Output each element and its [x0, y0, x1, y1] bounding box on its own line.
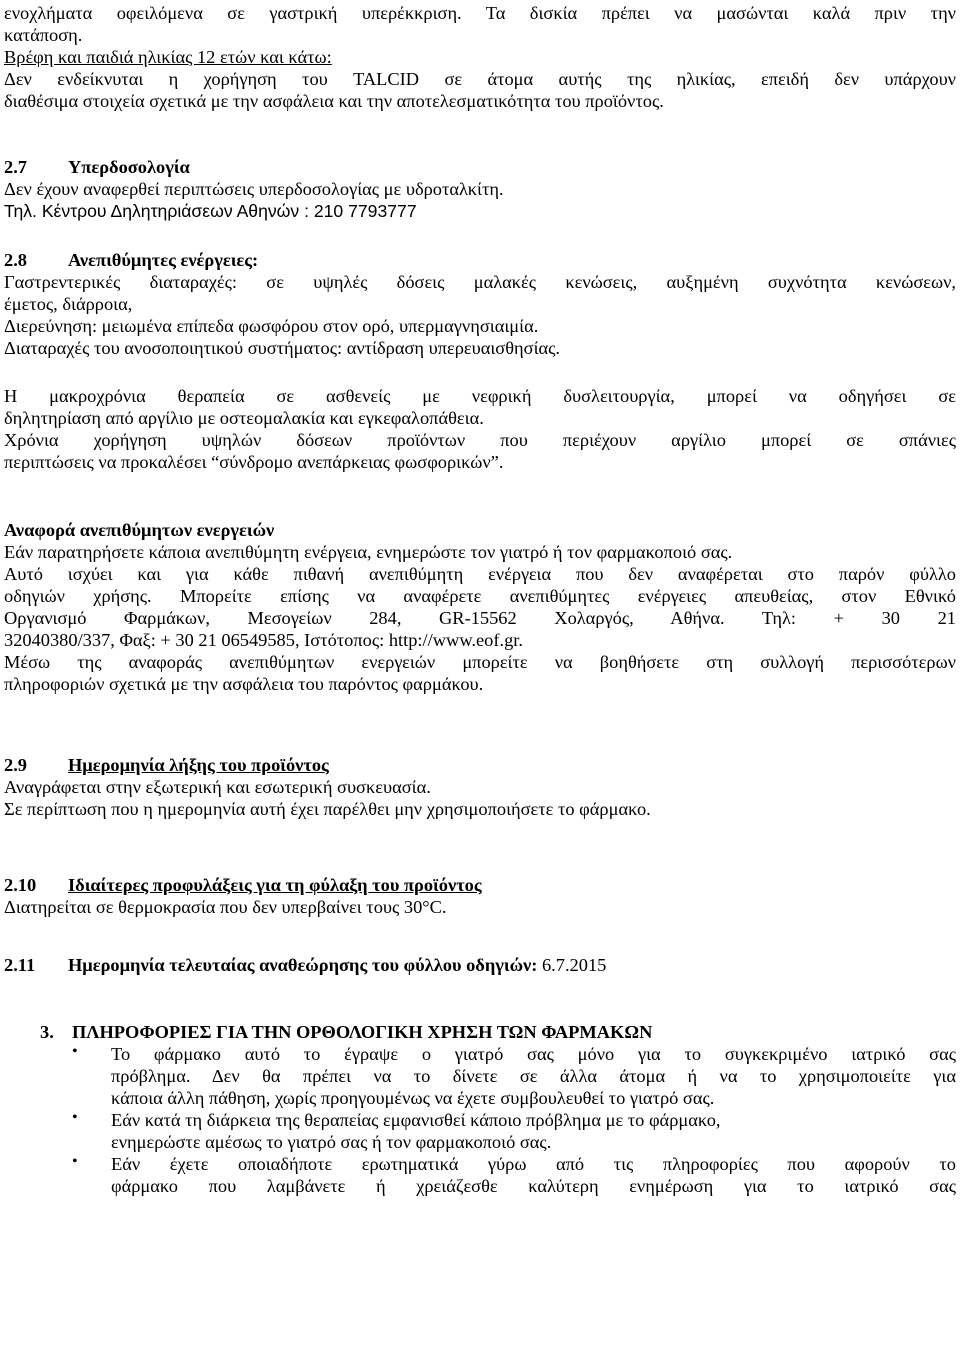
section-2-10-heading [4, 874, 956, 896]
section-2-11-heading [4, 954, 956, 976]
report-line-3: οδηγιών χρήσης. Μπορείτε επίσης να αναφέρετε ανεπιθύμητες ενέργειες απευθείας, στον Εθνικό [4, 586, 956, 606]
children-heading: Βρέφη και παιδιά ηλικίας 12 ετών και κάτω: [4, 47, 332, 67]
section-title: ΠΛΗΡΟΦΟΡΙΕΣ ΓΙΑ ΤΗΝ ΟΡΘΟΛΟΓΙΚΗ ΧΡΗΣΗ ΤΩΝ ΦΑΡΜΑΚΩΝ [72, 1022, 653, 1042]
expiry-line-1: Αναγράφεται στην εξωτερική και εσωτερική συσκευασία. [4, 777, 431, 797]
bullet-3-line-1: Εάν έχετε οποιαδήποτε ερωτηματικά γύρω από τις πληροφορίες που αφορούν το [111, 1154, 956, 1174]
report-line-5: 32040380/337, Φαξ: + 30 21 06549585, Ιστότοπος: http://www.eof.gr. [4, 630, 523, 650]
report-heading: Αναφορά ανεπιθύμητων ενεργειών [4, 520, 275, 540]
side-effects-line-4: Διαταραχές του ανοσοποιητικού συστήματος: αντίδραση υπερευαισθησίας. [4, 338, 561, 358]
section-title: Υπερδοσολογία [68, 157, 190, 177]
intro-line-4: Δεν ενδείκνυται η χορήγηση του TALCID σε άτομα αυτής της ηλικίας, επειδή δεν υπάρχουν [4, 69, 956, 89]
storage-text: Διατηρείται σε θερμοκρασία που δεν υπερβαίνει τους 30°C. [4, 897, 447, 917]
revision-date: 6.7.2015 [541, 955, 607, 975]
section-2-8-heading [4, 249, 956, 271]
intro-line-5: διαθέσιμα στοιχεία σχετικά με την ασφάλεια και την αποτελεσματικότητα του προϊόντος. [4, 91, 664, 111]
bullet-icon: • [72, 1043, 78, 1060]
section-title: Ημερομηνία λήξης του προϊόντος [68, 755, 329, 775]
intro-line-2: κατάποση. [4, 25, 83, 45]
poison-center-phone: Τηλ. Κέντρου Δηλητηριάσεων Αθηνών : 210 7793777 [4, 201, 417, 221]
bullet-icon: • [72, 1153, 78, 1170]
report-line-7: πληροφοριών σχετικά με την ασφάλεια του παρόντος φαρμάκου. [4, 674, 484, 694]
section-title: Ανεπιθύμητες ενέργειες: [68, 250, 259, 270]
report-line-6: Μέσω της αναφοράς ανεπιθύμητων ενεργειών μπορείτε να βοηθήσετε στη συλλογή περισσότερων [4, 652, 956, 672]
bullet-1-line-1: Το φάρμακο αυτό το έγραψε ο γιατρό σας μόνο για το συγκεκριμένο ιατρικό σας [111, 1044, 956, 1064]
section-number: 2.9 [4, 755, 27, 775]
section-number: 3. [40, 1022, 54, 1042]
bullet-2-line-1: Εάν κατά τη διάρκεια της θεραπείας εμφανισθεί κάποιο πρόβλημα με το φάρμακο, [111, 1110, 721, 1130]
side-effects-line-3: Διερεύνηση: μειωμένα επίπεδα φωσφόρου στον ορό, υπερμαγνησιαιμία. [4, 316, 539, 336]
section-number: 2.10 [4, 875, 37, 895]
section-number: 2.8 [4, 250, 27, 270]
report-line-4: Οργανισμό Φαρμάκων, Μεσογείων 284, GR-15562 Χολαργός, Αθήνα. Τηλ: + 30 21 [4, 608, 956, 628]
section-number: 2.11 [4, 955, 36, 975]
long-term-line-2: δηλητηρίαση από αργίλιο με οστεομαλακία και εγκεφαλοπάθεια. [4, 408, 484, 428]
expiry-line-2: Σε περίπτωση που η ημερομηνία αυτή έχει παρέλθει μην χρησιμοποιήσετε το φάρμακο. [4, 799, 651, 819]
bullet-1-line-2: πρόβλημα. Δεν θα πρέπει να το δίνετε σε άλλα άτομα ή να το χρησιμοποιείτε για [111, 1066, 956, 1086]
section-number: 2.7 [4, 157, 27, 177]
side-effects-line-1: Γαστρεντερικές διαταραχές: σε υψηλές δόσεις μαλακές κενώσεις, αυξημένη συχνότητα κενώσεων, [4, 272, 956, 292]
bullet-1-line-3: κάποια άλλη πάθηση, χωρίς προηγουμένως να έχετε συμβουλευθεί το γιατρό σας. [111, 1088, 715, 1108]
report-line-2: Αυτό ισχύει και για κάθε πιθανή ανεπιθύμητη ενέργεια που δεν αναφέρεται στο παρόν φύλλο [4, 564, 956, 584]
intro-line-1: ενοχλήματα οφειλόμενα σε γαστρική υπερέκκριση. Τα δισκία πρέπει να μασώνται καλά πριν την [4, 3, 956, 23]
long-term-line-1: Η μακροχρόνια θεραπεία σε ασθενείς με νεφρική δυσλειτουργία, μπορεί να οδηγήσει σε [4, 386, 956, 406]
section-3-heading [40, 1021, 956, 1043]
overdose-text: Δεν έχουν αναφερθεί περιπτώσεις υπερδοσολογίας με υδροταλκίτη. [4, 179, 504, 199]
section-title: Ημερομηνία τελευταίας αναθεώρησης του φύλλου οδηγιών: [68, 955, 538, 975]
side-effects-line-2: έμετος, διάρροια, [4, 294, 133, 314]
chronic-line-1: Χρόνια χορήγηση υψηλών δόσεων προϊόντων που περιέχουν αργίλιο μπορεί σε σπάνιες [4, 430, 956, 450]
report-line-1: Εάν παρατηρήσετε κάποια ανεπιθύμητη ενέργεια, ενημερώστε τον γιατρό ή τον φαρμακοποιό σας. [4, 542, 733, 562]
section-title: Ιδιαίτερες προφυλάξεις για τη φύλαξη του προϊόντος [68, 875, 482, 895]
section-2-9-heading [4, 754, 956, 776]
chronic-line-2: περιπτώσεις να προκαλέσει “σύνδρομο ανεπάρκειας φωσφορικών”. [4, 452, 504, 472]
bullet-icon: • [72, 1109, 78, 1126]
bullet-3-line-2: φάρμακο που λαμβάνετε ή χρειάζεσθε καλύτερη ενημέρωση για το ιατρικό σας [111, 1176, 956, 1196]
bullet-2-line-2: ενημερώστε αμέσως το γιατρό σας ή τον φαρμακοποιό σας. [111, 1132, 552, 1152]
section-2-7-heading [4, 156, 956, 178]
